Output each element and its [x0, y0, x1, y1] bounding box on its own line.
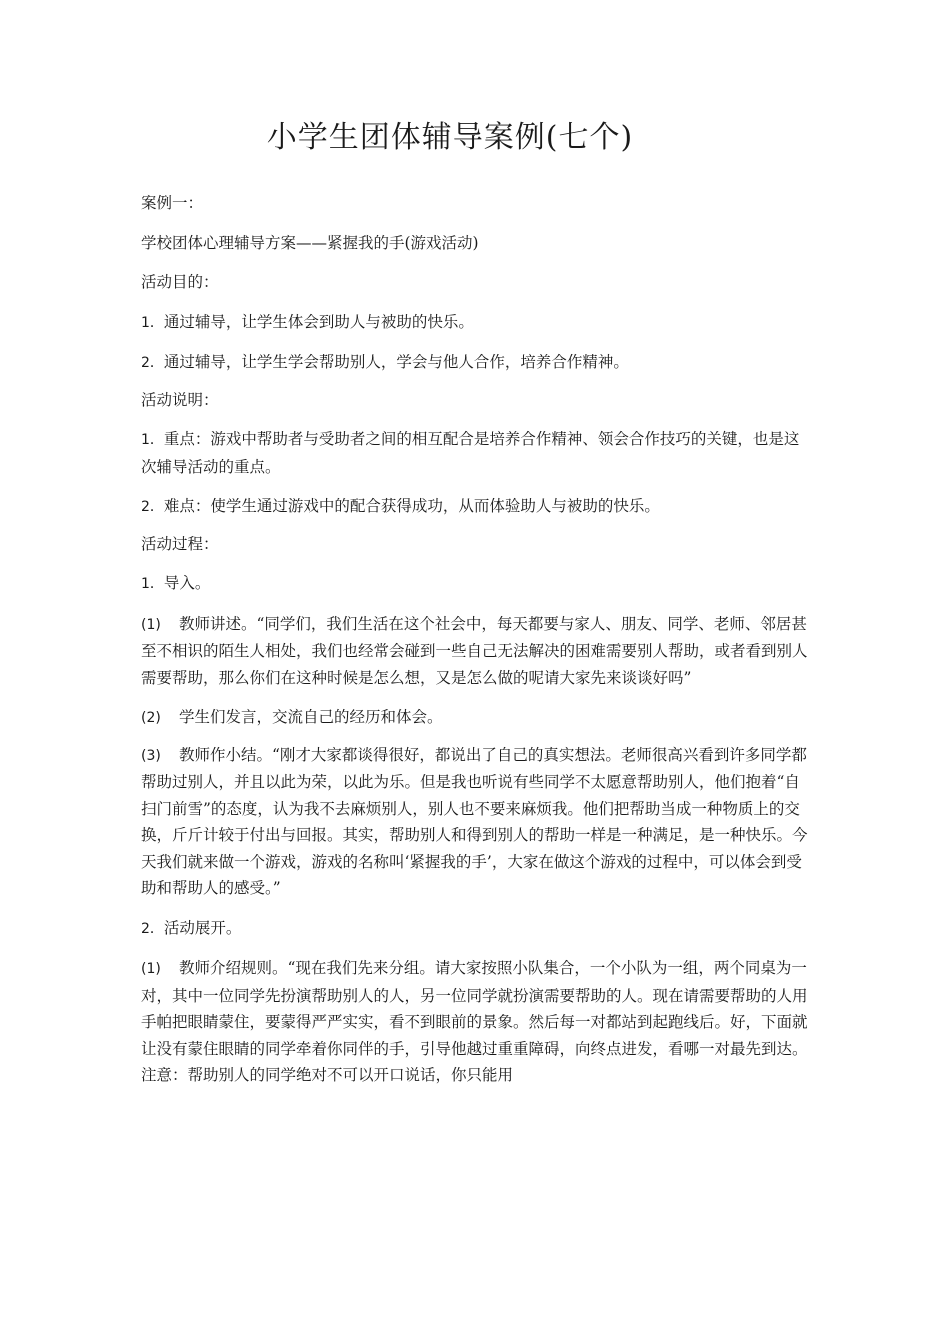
goals-heading: 活动目的： — [141, 273, 219, 291]
sub-text: 教师讲述。“同学们，我们生活在这个社会中，每天都要与家人、朋友、同学、老师、邻居甚至不相识的陌生人相处，我们也经常会碰到一些自己无法解决的困难需要别人帮助，或者看到别人需要帮助，那么你们在这种时候是怎么想，又是怎么做的呢请大家先来谈谈好吗” — [141, 614, 808, 687]
notes-heading: 活动说明： — [141, 390, 219, 409]
sub-text: 教师介绍规则。“现在我们先来分组。请大家按照小队集合，一个小队为一组，两个同桌为一对，其中一位同学先扮演帮助别人的人，另一位同学就扮演需要帮助的人。现在请需要帮助的人用手帕把眼睛蒙住，要蒙得严严实实，看不到眼前的景象。然后每一对都站到起跑线后。好，下面就让没有蒙住眼睛的同学牵着你同伴的手，引导他越过重重障碍，向终点进发，看哪一对最先到达。注意：帮助别人的同学绝对不可以开口说话，你只能用 — [141, 959, 808, 1084]
goal-text: 通过辅导，让学生学会帮助别人，学会与他人合作，培养合作精神。 — [163, 353, 629, 371]
step-text: 活动展开。 — [163, 918, 242, 937]
goal-item-2 — [141, 349, 811, 377]
list-number: 1． — [141, 576, 164, 592]
step-1 — [141, 570, 811, 598]
sub-number: (3) — [141, 747, 161, 764]
sub-text: 教师作小结。“刚才大家都谈得很好，都说出了自己的真实想法。老师很高兴看到许多同学都帮助过别人，并且以此为荣，以此为乐。但是我也听说有些同学不太愿意帮助别人，他们抱着“自扫门前雪”的态度，认为我不去麻烦别人，别人也不要来麻烦我。他们把帮助当成一种物质上的交换，斤斤计较于付出与回报。其实，帮助别人和得到别人的帮助一样是一种满足，是一种快乐。今天我们就来做一个游戏，游戏的名称叫‘紧握我的手’，大家在做这个游戏的过程中，可以体会到受助和帮助人的感受。” — [141, 745, 808, 897]
note-item-2 — [141, 493, 811, 521]
step-1-item-1 — [141, 611, 811, 692]
goal-text: 通过辅导，让学生体会到助人与被助的快乐。 — [163, 312, 474, 331]
list-number: 1． — [141, 432, 164, 448]
list-number: 1． — [141, 314, 164, 331]
list-number: 2． — [141, 920, 164, 937]
note-item-1 — [141, 426, 811, 480]
step-2 — [141, 915, 811, 943]
sub-number: (1) — [141, 616, 161, 633]
document-body — [141, 190, 811, 1089]
goal-item-1 — [141, 309, 811, 337]
plan-title: 学校团体心理辅导方案——紧握我的手(游戏活动) — [141, 233, 479, 252]
process-heading: 活动过程： — [141, 534, 219, 553]
note-text: 重点：游戏中帮助者与受助者之间的相互配合是培养合作精神、领会合作技巧的关键，也是这次辅导活动的重点。 — [141, 430, 800, 476]
list-number: 2． — [141, 355, 164, 371]
step-text: 导入。 — [163, 574, 211, 592]
list-number: 2． — [141, 499, 164, 515]
step-2-item-1 — [141, 955, 811, 1089]
step-1-item-2 — [141, 704, 811, 732]
sub-number: (1) — [141, 961, 161, 977]
document-title: 小学生团体辅导案例(七个) — [266, 120, 634, 155]
sub-text: 学生们发言，交流自己的经历和体会。 — [179, 708, 443, 726]
case-label: 案例一： — [141, 194, 204, 212]
note-text: 难点：使学生通过游戏中的配合获得成功，从而体验助人与被助的快乐。 — [163, 497, 660, 515]
sub-number: (2) — [141, 710, 161, 726]
step-1-item-3 — [141, 742, 811, 902]
